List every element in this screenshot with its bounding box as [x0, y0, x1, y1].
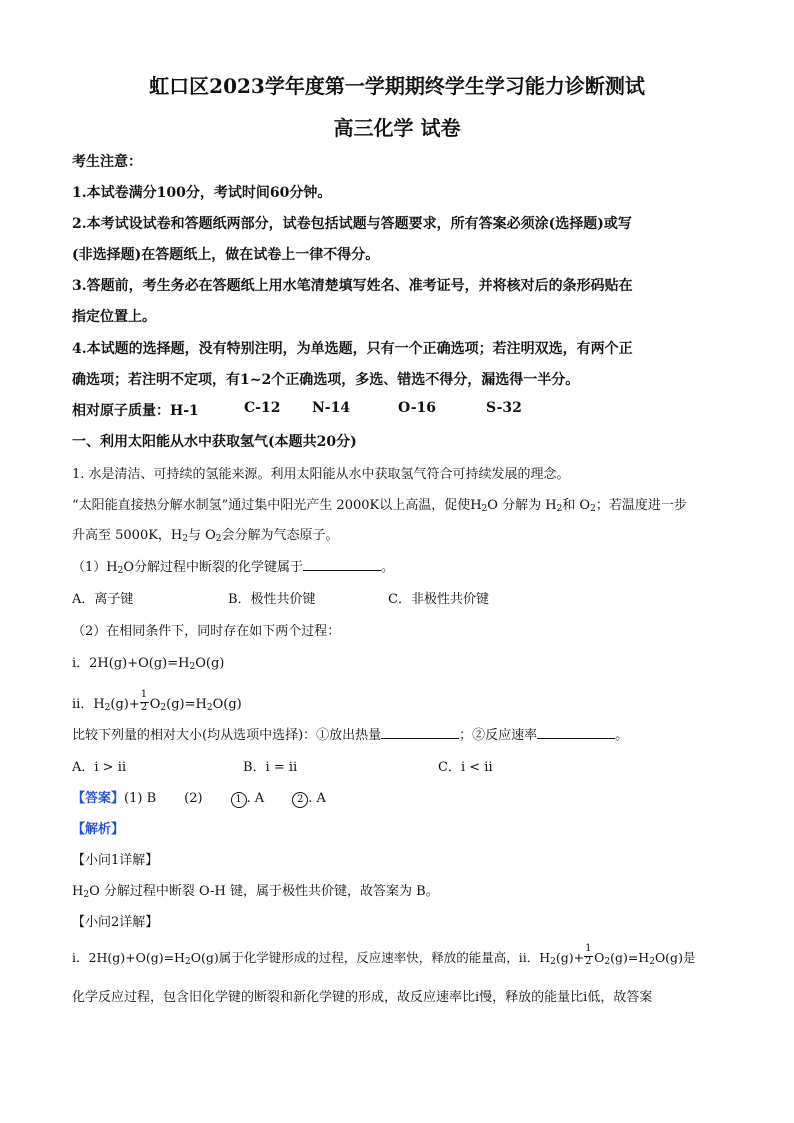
- option-c[interactable]: C．非极性共价键: [388, 592, 489, 607]
- notice-item-2-line-2: (非选择题)在答题纸上，做在试卷上一律不得分。: [72, 247, 380, 263]
- answer-blank-heat[interactable]: [381, 725, 459, 739]
- equation-1: ⅰ．$2H(g)+O(g)=H_2O(g)$: [72, 656, 225, 672]
- notice-item-4-line-1: 4.本试题的选择题，没有特别注明，为单选题，只有一个正确选项；若注明双选，有两个正: [72, 341, 633, 357]
- question-paragraph-line-1: “太阳能直接热分解水制氢”通过集中阳光产生 2000K以上高温，促使$H_2O$ 分解为 $H_2$和 $O_2$；若温度进一步: [72, 498, 687, 514]
- subquestion-1-options: [72, 588, 712, 608]
- atomic-mass-row: [72, 400, 712, 420]
- question-intro: 1. 水是清洁、可持续的氢能来源。利用太阳能从水中获取氢气符合可持续发展的理念。: [72, 467, 570, 482]
- equation-2: ⅱ．$H_2(g)+$ $\frac{1}{2}$ $O_2(g)=H_2O(g)$: [72, 688, 242, 713]
- subquestion-1: $(1)H_2O$分解过程中断裂的化学键属于 。: [72, 556, 394, 576]
- notice-heading: 考生注意：: [72, 154, 142, 170]
- option-b[interactable]: B．极性共价键: [228, 592, 316, 607]
- circled-number-1: 1: [231, 792, 247, 808]
- detail-1-tag: 【小问1详解】: [72, 853, 159, 868]
- exam-title: 虹口区2023学年度第一学期期终学生学习能力诊断测试: [149, 74, 645, 98]
- fraction-one-half-2: $\frac{1}{2}$: [585, 942, 592, 967]
- compare-option-c[interactable]: C．ⅰ < ⅱ: [438, 760, 493, 775]
- section-heading: 一、利用太阳能从水中获取氢气(本题共20分): [72, 434, 357, 450]
- subquestion-2: （2）在相同条件下，同时存在如下两个过程：: [72, 624, 341, 639]
- atomic-mass-c: C-12: [244, 400, 281, 416]
- notice-item-3-line-2: 指定位置上。: [72, 309, 156, 325]
- atomic-mass-o: O-16: [398, 400, 437, 416]
- compare-options: [72, 756, 712, 776]
- question-paragraph-line-2: 升高至 5000K，$H_2$与 $O_2$会分解为气态原子。: [72, 528, 339, 544]
- circled-number-2: 2: [292, 792, 308, 808]
- answer-blank-rate[interactable]: [537, 725, 615, 739]
- answer-tag: 【答案】: [72, 791, 125, 806]
- notice-item-1: 1.本试卷满分100分，考试时间60分钟。: [72, 185, 332, 201]
- detail-1-text: $H_2O$ 分解过程中断裂 O-H 键，属于极性共价键，故答案为 B。: [72, 884, 439, 900]
- option-a[interactable]: A．离子键: [72, 592, 134, 607]
- notice-item-2-line-1: 2.本考试设试卷和答题纸两部分，试卷包括试题与答题要求，所有答案必须涂(选择题)或写: [72, 216, 632, 232]
- exam-subtitle: 高三化学 试卷: [333, 116, 461, 140]
- detail-2-line-2: 化学反应过程，包含旧化学键的断裂和新化学键的形成，故反应速率比ⅰ慢，释放的能量比ⅰ低，故答案: [72, 990, 653, 1005]
- compare-option-a[interactable]: A．ⅰ > ⅱ: [72, 760, 127, 775]
- fraction-one-half: $\frac{1}{2}$: [140, 688, 148, 713]
- atomic-mass-s: S-32: [486, 400, 522, 416]
- atomic-mass-n: N-14: [312, 400, 351, 416]
- analysis-tag: 【解析】: [72, 822, 125, 837]
- answer-line: 【答案】(1) B (2) 1 . A 2 . A: [72, 791, 326, 806]
- detail-2-line-1: ⅰ．$2H(g)+O(g)=H_2O(g)$属于化学键形成的过程，反应速率快，释放的能量高，ⅱ．$H_2(g)+$ $\frac{1}{2}$ $O_2(g)=H_2O(g)$是: [72, 942, 696, 967]
- detail-2-tag: 【小问2详解】: [72, 915, 159, 930]
- notice-item-4-line-2: 确选项；若注明不定项，有1~2个正确选项，多选、错选不得分，漏选得一半分。: [72, 372, 580, 388]
- answer-blank-1[interactable]: [303, 557, 381, 571]
- notice-item-3-line-1: 3.答题前，考生务必在答题纸上用水笔清楚填写姓名、准考证号，并将核对后的条形码贴在: [72, 278, 633, 294]
- atomic-mass-h: 相对原子质量：H-1: [72, 403, 199, 419]
- compare-option-b[interactable]: B．ⅰ = ⅱ: [243, 760, 298, 775]
- compare-prompt: 比较下列量的相对大小(均从选项中选择)：①放出热量 ；②反应速率 。: [72, 724, 628, 743]
